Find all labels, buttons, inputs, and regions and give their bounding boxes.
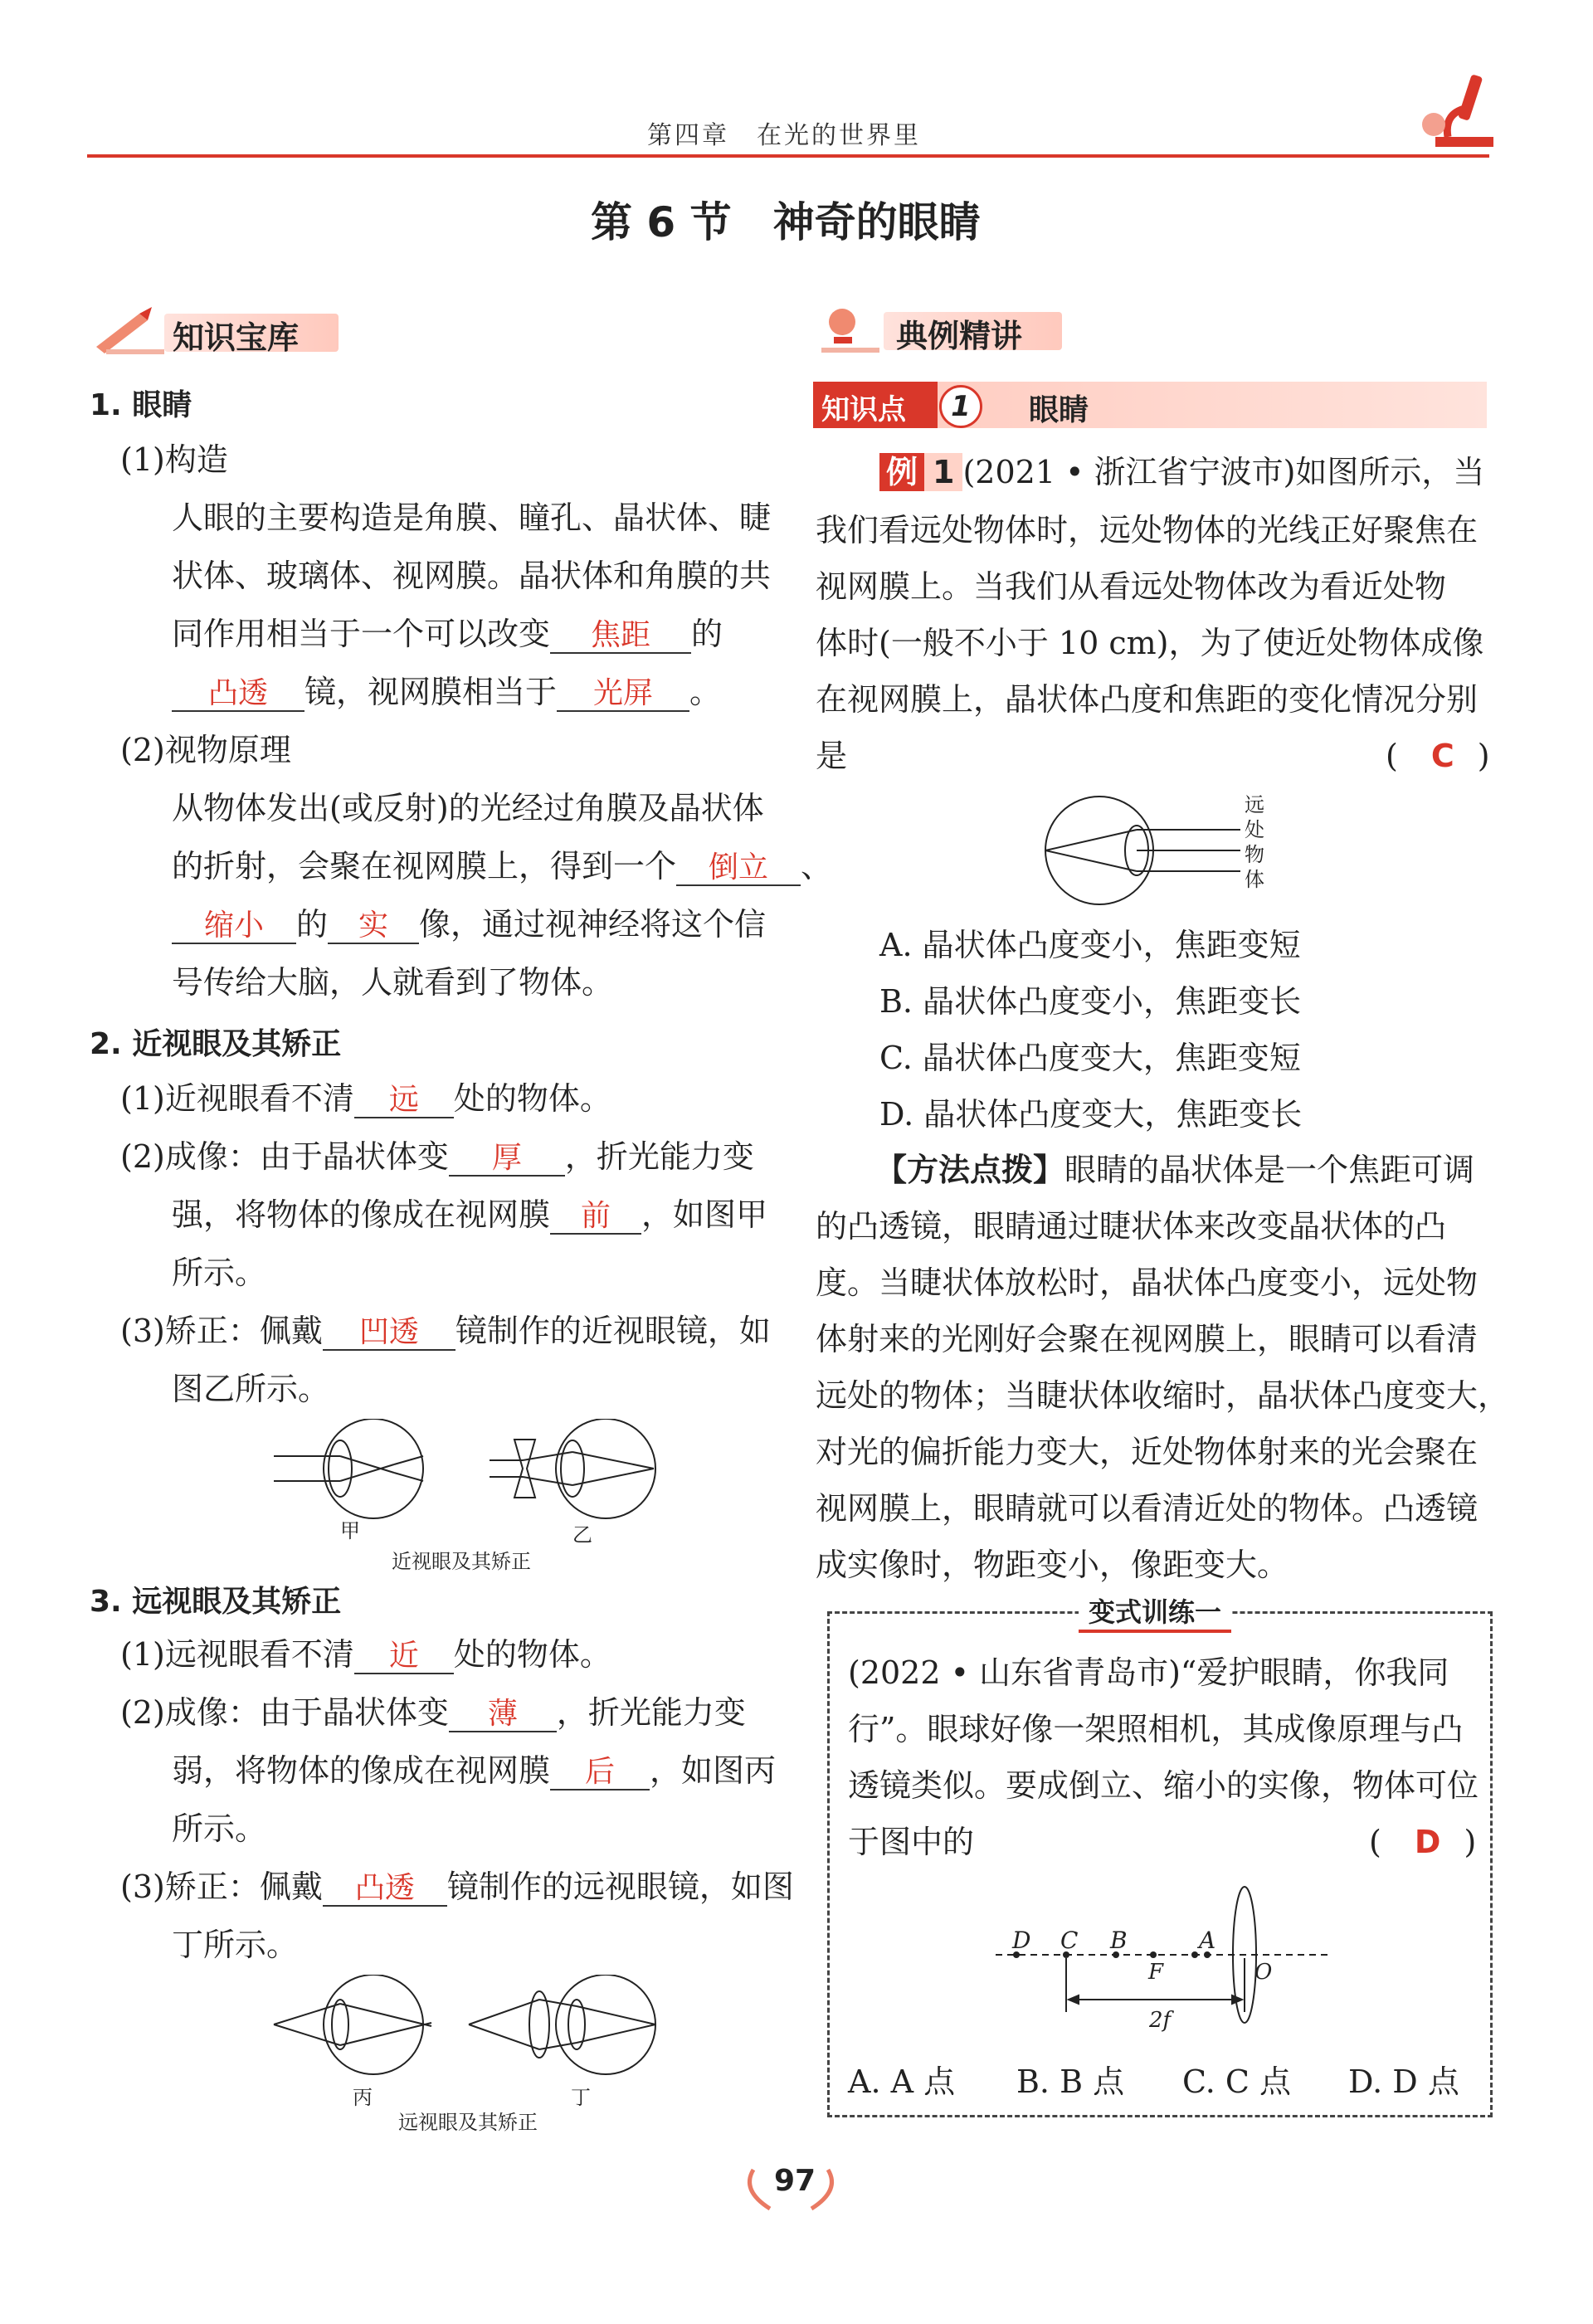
- s3-l5-post: 镜制作的远视眼镜，如图: [446, 1868, 794, 1905]
- answer-suoxiao: 缩小: [172, 909, 296, 944]
- s1-p1d-post: 。: [689, 674, 722, 710]
- answer-jiaoju: 焦距: [550, 619, 691, 654]
- s3-title: 3. 远视眼及其矫正: [90, 1585, 342, 1619]
- option-d: D. 晶状体凸度变大，焦距变长: [879, 1096, 1303, 1133]
- m4: 体射来的光刚好会聚在视网膜上，眼睛可以看清: [816, 1321, 1479, 1357]
- t1: (2022 • 山东省青岛市)“爱护眼睛，你我同: [848, 1654, 1449, 1691]
- s2-l6: 图乙所示。: [172, 1371, 330, 1407]
- option-b: B. 晶状体凸度变小，焦距变长: [879, 983, 1302, 1020]
- fig-side-label: 远处物体: [1245, 793, 1264, 891]
- t-option-c: C. C 点: [1182, 2063, 1292, 2100]
- example-tag: 例: [879, 453, 924, 491]
- answer-qian: 前: [550, 1200, 641, 1235]
- s1-p1c-post: 的: [691, 616, 723, 652]
- s1-sub2: (2)视物原理: [120, 732, 291, 768]
- s1-p2c-post: 像，通过视神经将这个信: [419, 906, 767, 943]
- kp-title: 眼睛: [1029, 393, 1089, 427]
- method-line-1: [875, 1142, 1474, 1199]
- s3-l4: 所示。: [172, 1810, 267, 1847]
- s1-p1d: [172, 664, 721, 721]
- myopia-caption: 近视眼及其矫正: [392, 1550, 531, 1573]
- t-answer-bracket: ( D ): [1369, 1824, 1477, 1860]
- s2-l3-post: ，如图甲: [641, 1196, 768, 1233]
- pt-o: O: [1254, 1960, 1273, 1985]
- s1-p1a: 人眼的主要构造是角膜、瞳孔、晶状体、睫: [172, 499, 772, 536]
- s1-sub1: (1)构造: [120, 441, 228, 478]
- s3-l2-post: ，折光能力变: [556, 1694, 746, 1731]
- knowledge-banner: [90, 305, 355, 357]
- s3-l1-post: 处的物体。: [453, 1636, 611, 1673]
- example-banner: [813, 304, 1079, 355]
- s3-l3: [172, 1742, 776, 1800]
- q1b: 我们看远处物体时，远处物体的光线正好聚焦在: [816, 512, 1479, 548]
- s1-p2c: [172, 896, 766, 953]
- pt-a: A: [1199, 1927, 1216, 1954]
- s1-p1d-mid: 镜，视网膜相当于: [304, 674, 558, 710]
- answer-bao: 薄: [449, 1698, 557, 1732]
- s2-l3: [172, 1186, 767, 1244]
- s2-l1-pre: (1)近视眼看不清: [120, 1080, 354, 1117]
- s3-l5-pre: (3)矫正：佩戴: [120, 1868, 323, 1905]
- t4: 于图中的: [848, 1824, 975, 1860]
- s1-p1c-pre: 同作用相当于一个可以改变: [172, 616, 551, 652]
- s1-p2b: [172, 838, 832, 895]
- banner-title-2: 典例精讲: [896, 318, 1023, 354]
- m7: 视网膜上，眼睛就可以看清近处的物体。凸透镜: [816, 1490, 1479, 1527]
- s3-l3-pre: 弱，将物体的像成在视网膜: [172, 1752, 551, 1789]
- s2-l1-post: 处的物体。: [453, 1080, 611, 1117]
- s3-l5: [120, 1859, 794, 1916]
- s2-l3-pre: 强，将物体的像成在视网膜: [172, 1196, 551, 1233]
- t3: 透镜类似。要成倒立、缩小的实像，物体可位: [848, 1767, 1479, 1804]
- header-rule: [87, 154, 1489, 158]
- q1a: (2021 • 浙江省宁波市)如图所示，当: [962, 454, 1485, 490]
- s3-l1: [120, 1626, 611, 1683]
- answer-hou: 厚: [449, 1142, 565, 1177]
- s3-l2: [120, 1684, 746, 1742]
- m2: 的凸透镜，眼睛通过睫状体来改变晶状体的凸: [816, 1208, 1447, 1245]
- s1-p1b: 状体、玻璃体、视网膜。晶状体和角膜的共: [172, 558, 772, 594]
- m6: 对光的偏折能力变大，近处物体射来的光会聚在: [816, 1434, 1479, 1470]
- answer-shi: 实: [328, 909, 419, 944]
- answer-guangping: 光屏: [557, 677, 689, 712]
- s2-l2-pre: (2)成像：由于晶状体变: [120, 1138, 449, 1175]
- trophy-icon: [813, 304, 888, 355]
- t-option-a: A. A 点: [848, 2063, 956, 2100]
- option-c: C. 晶状体凸度变大，焦距变短: [879, 1040, 1301, 1076]
- hyperopia-caption: 远视眼及其矫正: [398, 2111, 538, 2134]
- pt-f: F: [1148, 1960, 1164, 1985]
- s3-l1-pre: (1)远视眼看不清: [120, 1636, 354, 1673]
- m3: 度。当睫状体放松时，晶状体凸度变小，远处物: [816, 1264, 1479, 1301]
- answer-tutou: 凸透: [172, 677, 304, 712]
- fig-label-c: 丙: [353, 2086, 373, 2109]
- s2-title: 2. 近视眼及其矫正: [90, 1027, 342, 1061]
- s2-l5-pre: (3)矫正：佩戴: [120, 1313, 323, 1349]
- fig-label-b: 乙: [572, 1523, 592, 1547]
- s3-l2-pre: (2)成像：由于晶状体变: [120, 1694, 449, 1731]
- s1-p2b-post: 、: [801, 848, 833, 884]
- kp-num: 1: [939, 385, 982, 428]
- answer-hou2: 后: [550, 1756, 650, 1791]
- s1-p2d: 号传给大脑，人就看到了物体。: [172, 964, 614, 1001]
- training-title: 变式训练一: [1079, 1591, 1231, 1633]
- s2-l2-post: ，折光能力变: [564, 1138, 754, 1175]
- fig-label-a: 甲: [340, 1519, 360, 1542]
- answer-yuan: 远: [354, 1084, 454, 1118]
- m1: 眼睛的晶状体是一个焦距可调: [1064, 1152, 1475, 1188]
- answer-tutou2: 凸透: [323, 1872, 447, 1907]
- s2-l2: [120, 1128, 754, 1186]
- s2-l1: [120, 1070, 611, 1128]
- pt-c: C: [1060, 1927, 1079, 1954]
- s2-l5: [120, 1303, 771, 1360]
- answer-jin: 近: [354, 1639, 454, 1674]
- s2-l4: 所示。: [172, 1255, 267, 1291]
- q1-answer: C: [1430, 738, 1454, 774]
- example-num: 1: [924, 453, 962, 491]
- t2: 行”。眼球好像一架照相机，其成像原理与凸: [848, 1711, 1464, 1747]
- q1f: 是: [816, 738, 848, 774]
- s3-l6: 丁所示。: [172, 1927, 299, 1963]
- option-a: A. 晶状体凸度变小，焦距变短: [879, 927, 1301, 963]
- chapter-header: 第四章 在光的世界里: [647, 121, 921, 150]
- s1-p1c: [172, 606, 723, 663]
- label-2f: 2f: [1149, 2008, 1172, 2033]
- fig-label-d: 丁: [571, 2086, 591, 2109]
- page-title: 第 6 节 神奇的眼睛: [591, 198, 981, 246]
- t-option-d: D. D 点: [1348, 2063, 1459, 2100]
- myopia-figure: [266, 1419, 680, 1543]
- hyperopia-figure: [266, 1975, 680, 2091]
- answer-aotou: 凹透: [323, 1316, 455, 1351]
- page-number: 97: [774, 2164, 816, 2198]
- eye-far-figure: [1033, 792, 1249, 909]
- s3-l3-post: ，如图丙: [650, 1752, 777, 1789]
- banner-title: 知识宝库: [173, 319, 300, 356]
- q1-answer-bracket: ( C ): [1386, 738, 1490, 774]
- pen-icon: [90, 305, 173, 357]
- s1-p2b-pre: 的折射，会聚在视网膜上，得到一个: [172, 848, 677, 884]
- s1-p2a: 从物体发出(或反射)的光经过角膜及晶状体: [172, 790, 764, 826]
- pt-b: B: [1110, 1927, 1128, 1954]
- q1c: 视网膜上。当我们从看远处物体改为看近处物: [816, 568, 1447, 605]
- q1e: 在视网膜上，晶状体凸度和焦距的变化情况分别: [816, 681, 1479, 718]
- t-answer: D: [1414, 1824, 1441, 1860]
- m5: 远处的物体；当睫状体收缩时，晶状体凸度变大，: [816, 1377, 1510, 1414]
- answer-daoli: 倒立: [676, 851, 801, 886]
- s1-p2c-mid: 的: [296, 906, 329, 943]
- pt-d: D: [1012, 1927, 1031, 1954]
- s1-title: 1. 眼睛: [90, 388, 192, 422]
- kp-label: 知识点: [821, 393, 906, 426]
- ex-line-1: [879, 444, 1484, 501]
- q1d: 体时(一般不小于 10 cm)，为了使近处物体成像: [816, 625, 1484, 661]
- method-label: 【方法点拨】: [875, 1152, 1065, 1188]
- microscope-icon: [1410, 66, 1502, 158]
- m8: 成实像时，物距变小，像距变大。: [816, 1547, 1289, 1583]
- s2-l5-post: 镜制作的近视眼镜，如: [455, 1313, 771, 1349]
- t-option-b: B. B 点: [1016, 2063, 1125, 2100]
